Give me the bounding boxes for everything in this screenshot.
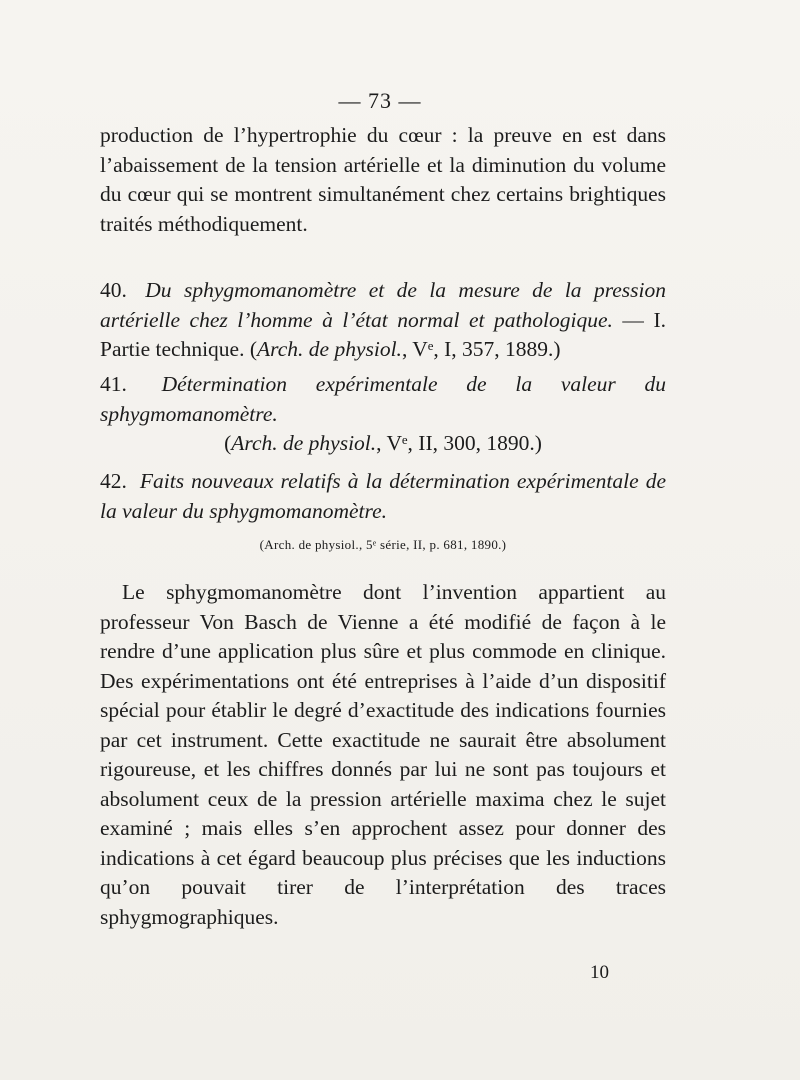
body-paragraph [100, 578, 666, 932]
reference-40-suffix: — I. Partie technique. [100, 307, 666, 361]
reference-41 [100, 370, 666, 459]
reference-40-source-open: ( [249, 337, 258, 361]
reference-42 [100, 467, 666, 526]
reference-41-title-line [100, 370, 666, 429]
body-text: Le sphygmomanomètre dont l’invention appartient au professeur Von Basch de Vienne a été modifié de façon à le rendre d’une application plus sûre et plus commode en clinique. Des expérimentations ont été entreprises à l’aide d’un dispositif spécial pour établir le degré d’exactitude des indications fournies par cet instrument. Cette exactitude ne saurait être absolument rigoureuse, et les chiffres donnés par lui ne sont pas toujours et absolument ceux de la pression artérielle maxima chez le sujet examiné ; mais elles s’en approchent assez pour donner des indications à cet égard beaucoup plus précises que les inductions qu’on pouvait tirer de l’interprétation des traces sphygmographiques. [100, 580, 666, 929]
reference-41-source-rest: , Vᵉ, II, 300, 1890.) [376, 431, 542, 455]
reference-42-title-line [100, 467, 666, 526]
reference-40-source-rest: , Vᵉ, I, 357, 1889.) [401, 337, 561, 361]
signature-mark: 10 [590, 962, 609, 983]
reference-41-number: 41. [100, 372, 127, 396]
reference-40-title: Du sphygmomanomètre et de la mesure de la pression artérielle chez l’homme à l’état normal et pathologique. [100, 278, 667, 332]
reference-42-source: (Arch. de physiol., 5ᵉ série, II, p. 681, 1890.) [259, 537, 507, 552]
reference-40-text [100, 276, 666, 365]
reference-41-source-line [100, 429, 666, 459]
reference-42-number: 42. [100, 469, 127, 493]
reference-40-number: 40. [100, 278, 127, 302]
page-number: — 73 — [338, 88, 422, 113]
reference-41-title: Détermination expérimentale de la valeur du sphygmomanomètre. [100, 372, 666, 426]
reference-40 [100, 276, 666, 365]
intro-text: production de l’hypertrophie du cœur : la preuve en est dans l’abaissement de la tension artérielle et la diminution du volume du cœur qui se montrent simultanément chez certains brightiques traités méthodiquement. [100, 123, 666, 236]
reference-42-title: Faits nouveaux relatifs à la détermination expérimentale de la valeur du sphygmomanomètre. [100, 469, 666, 523]
reference-41-journal: Arch. de physiol. [231, 431, 377, 455]
reference-40-journal: Arch. de physiol. [257, 337, 402, 361]
reference-41-source-open: ( [224, 431, 232, 455]
intro-paragraph [100, 121, 666, 239]
